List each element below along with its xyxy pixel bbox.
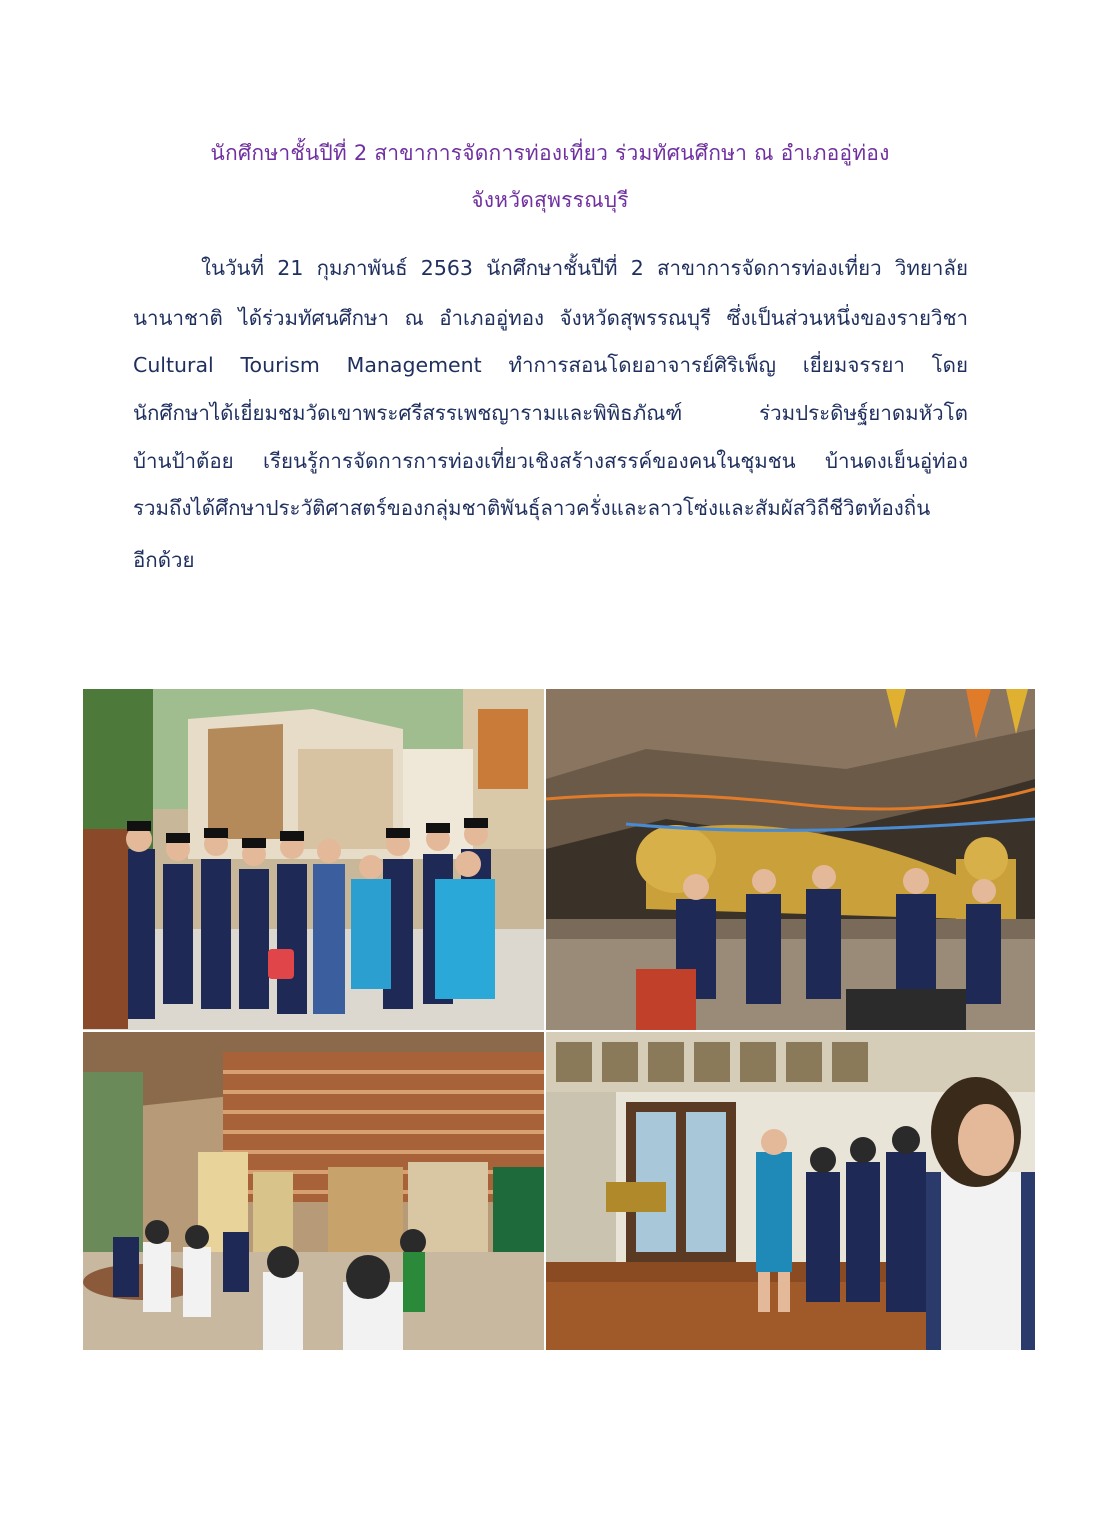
paragraph-line: รวมถึงได้ศึกษาประวัติศาสตร์ของกลุ่มชาติพันธุ์ลาวครั่งและลาวโซ่งและสัมผัสวิถีชีวิตท้องถิ่น bbox=[133, 496, 931, 520]
photo-group-exhibition bbox=[83, 689, 544, 1030]
paragraph-line: อีกด้วย bbox=[133, 548, 195, 572]
photo-cave-reclining-buddha bbox=[546, 689, 1035, 1030]
paragraph-line: Cultural Tourism Management ทำการสอนโดยอาจารย์ศิริเพ็ญ เยี่ยมจรรยา โดย bbox=[133, 353, 968, 377]
paragraph-line: นานาชาติ ได้ร่วมทัศนศึกษา ณ อำเภออู่ทอง จังหวัดสุพรรณบุรี ซึ่งเป็นส่วนหนึ่งของรายวิชา bbox=[133, 306, 968, 330]
paragraph-line: บ้านป้าต้อย เรียนรู้การจัดการการท่องเที่ยวเชิงสร้างสรรค์ของคนในชุมชน บ้านดงเย็นอู่ท่อง bbox=[133, 449, 968, 473]
photo-museum-guided-tour bbox=[546, 1032, 1035, 1350]
paragraph-line: นักศึกษาได้เยี่ยมชมวัดเขาพระศรีสรรเพชญารามและพิพิธภัณฑ์ ร่วมประดิษฐ์ยาดมหัวโต bbox=[133, 401, 968, 425]
paragraph-line: ในวันที่ 21 กุมภาพันธ์ 2563 นักศึกษาชั้นปีที่ 2 สาขาการจัดการท่องเที่ยว วิทยาลัย bbox=[201, 256, 968, 280]
document-title-line-1: นักศึกษาชั้นปีที่ 2 สาขาการจัดการท่องเที่ยว ร่วมทัศนศึกษา ณ อำเภออู่ท่อง bbox=[210, 141, 890, 165]
photo-collage bbox=[83, 689, 1035, 1350]
photo-community-learning-center bbox=[83, 1032, 544, 1350]
document-title-line-2: จังหวัดสุพรรณบุรี bbox=[471, 188, 629, 212]
